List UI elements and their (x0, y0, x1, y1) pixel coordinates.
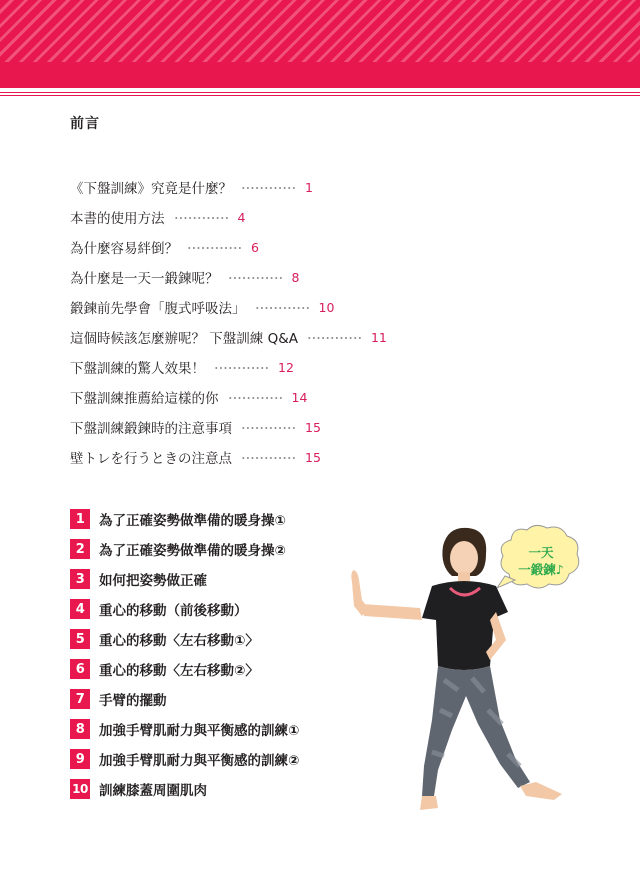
exercise-title: 訓練膝蓋周圍肌肉 (99, 783, 207, 799)
exercise-title: 加強手臂肌耐力與平衡感的訓練① (99, 723, 300, 739)
toc-title: 鍛鍊前先學會「腹式呼吸法」 (70, 301, 246, 317)
toc-page-number: 15 (305, 449, 321, 465)
bubble-line-1: 一天 (528, 545, 554, 560)
toc-entry[interactable] (70, 202, 387, 232)
toc-page-number: 12 (278, 359, 294, 375)
toc-entry[interactable] (70, 292, 387, 322)
exercise-number-badge: 10 (70, 779, 90, 799)
exercise-number-badge: 3 (70, 569, 90, 589)
exercise-number-badge: 9 (70, 749, 90, 769)
toc-page-number: 1 (305, 179, 313, 195)
header-rule-1 (0, 92, 640, 93)
toc-page-number: 8 (291, 269, 300, 285)
exercise-number-badge: 5 (70, 629, 90, 649)
exercise-item[interactable] (70, 564, 299, 594)
header-solid-band (0, 62, 640, 88)
toc-page-number: 15 (305, 419, 321, 435)
exercise-title: 重心的移動（前後移動） (99, 603, 248, 619)
leader-dots (174, 217, 230, 219)
speech-bubble-text (509, 544, 573, 578)
toc-page-number: 4 (237, 209, 246, 225)
toc-entry[interactable] (70, 352, 387, 382)
exercise-list (70, 504, 299, 804)
bubble-line-2: 一鍛鍊♪ (518, 562, 564, 577)
leader-dots (241, 187, 297, 189)
leader-dots (307, 337, 363, 339)
toc-entry[interactable] (70, 412, 387, 442)
exercise-item[interactable] (70, 744, 299, 774)
leader-dots (228, 277, 284, 279)
leader-dots (214, 367, 270, 369)
exercise-item[interactable] (70, 624, 299, 654)
toc-entry[interactable] (70, 232, 387, 262)
exercise-item[interactable] (70, 684, 299, 714)
leader-dots (241, 457, 297, 459)
toc-entry[interactable] (70, 172, 387, 202)
section-heading: 前言 (70, 116, 100, 132)
exercise-number-badge: 6 (70, 659, 90, 679)
exercise-item[interactable] (70, 594, 299, 624)
exercise-title: 重心的移動〈左右移動①〉 (99, 633, 259, 649)
toc-title: 為什麼容易絆倒？ (70, 241, 178, 257)
leader-dots (228, 397, 284, 399)
toc-page-number: 10 (318, 299, 335, 315)
exercise-item[interactable] (70, 714, 299, 744)
toc-entry[interactable] (70, 322, 387, 352)
leader-dots (241, 427, 297, 429)
exercise-item[interactable] (70, 504, 299, 534)
exercise-number-badge: 2 (70, 539, 90, 559)
exercise-title: 為了正確姿勢做準備的暖身操① (99, 513, 286, 529)
toc-title: 下盤訓練的驚人效果！ (70, 361, 205, 377)
exercise-title: 手臂的擺動 (99, 693, 167, 709)
exercise-item[interactable] (70, 534, 299, 564)
toc-entry[interactable] (70, 262, 387, 292)
header-rule-2 (0, 95, 640, 96)
leader-dots (187, 247, 243, 249)
toc-page-number: 11 (370, 329, 387, 345)
toc-title: 下盤訓練鍛鍊時的注意事項 (70, 421, 232, 437)
toc-title: 這個時候該怎麼辦呢？ 下盤訓練 Q&A (70, 331, 298, 347)
exercise-number-badge: 7 (70, 689, 90, 709)
exercise-title: 重心的移動〈左右移動②〉 (99, 663, 259, 679)
toc-title: 《下盤訓練》究竟是什麼？ (70, 181, 232, 197)
exercise-item[interactable] (70, 654, 299, 684)
toc-title: 壁トレを行うときの注意点 (70, 451, 232, 467)
exercise-item[interactable] (70, 774, 299, 804)
toc-title: 為什麼是一天一鍛鍊呢？ (70, 271, 219, 287)
table-of-contents (70, 172, 387, 472)
toc-title: 本書的使用方法 (70, 211, 165, 227)
leader-dots (255, 307, 311, 309)
toc-page-number: 14 (291, 389, 308, 405)
toc-entry[interactable] (70, 442, 387, 472)
exercise-title: 如何把姿勢做正確 (99, 573, 207, 589)
exercise-title: 為了正確姿勢做準備的暖身操② (99, 543, 286, 559)
toc-title: 下盤訓練推薦給這樣的你 (70, 391, 219, 407)
exercise-number-badge: 1 (70, 509, 90, 529)
toc-page-number: 6 (251, 239, 259, 255)
exercise-number-badge: 8 (70, 719, 90, 739)
exercise-number-badge: 4 (70, 599, 90, 619)
exercise-title: 加強手臂肌耐力與平衡感的訓練② (99, 753, 300, 769)
toc-entry[interactable] (70, 382, 387, 412)
